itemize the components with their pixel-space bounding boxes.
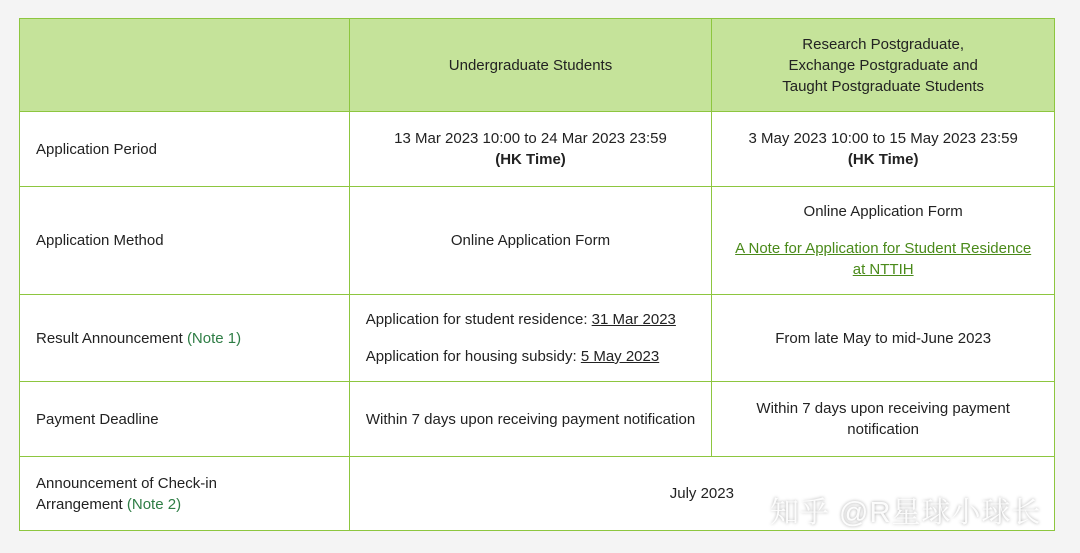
checkin-label-line-1: Announcement of Check-in [36, 474, 217, 492]
label-application-period: Application Period [20, 112, 350, 187]
ug-period-timezone: (HK Time) [495, 151, 566, 168]
ug-residence-prefix: Application for student residence: [365, 311, 592, 328]
pg-application-method [712, 187, 1055, 295]
label-payment-deadline: Payment Deadline [20, 382, 350, 457]
checkin-value: July 2023 [349, 457, 1054, 531]
residence-info-table [19, 18, 1055, 531]
pg-period-timezone: (HK Time) [847, 151, 919, 168]
header-row [20, 19, 1055, 112]
result-label-text: Result Announcement [36, 329, 183, 347]
ug-result-announcement [349, 295, 712, 382]
header-empty-cell [20, 19, 350, 112]
ug-application-period [349, 112, 712, 187]
row-application-period [20, 112, 1055, 187]
label-result-announcement [20, 295, 350, 382]
pg-payment-deadline [712, 382, 1055, 457]
ug-subsidy-date-link[interactable]: 5 May 2023 [580, 348, 660, 365]
label-application-method: Application Method [20, 187, 350, 295]
header-undergraduate: Undergraduate Students [349, 19, 712, 112]
header-postgraduate [712, 19, 1055, 112]
ug-subsidy-prefix: Application for housing subsidy: [365, 348, 581, 365]
pg-payment-line-1: Within 7 days upon receiving payment [756, 400, 1010, 417]
note-1-link[interactable]: (Note 1) [186, 329, 242, 347]
header-pg-line-1: Research Postgraduate, [802, 35, 965, 53]
note-for-application-link[interactable]: A Note for Application for Student Residence at NTTIH [735, 240, 1032, 278]
pg-method-text: Online Application Form [803, 203, 963, 220]
pg-application-period [712, 112, 1055, 187]
header-pg-line-3: Taught Postgraduate Students [782, 77, 985, 95]
pg-result-announcement: From late May to mid-June 2023 [712, 295, 1055, 382]
header-pg-line-2: Exchange Postgraduate and [788, 56, 978, 74]
row-result-announcement [20, 295, 1055, 382]
pg-period-text: 3 May 2023 10:00 to 15 May 2023 23:59 [748, 130, 1018, 147]
checkin-label-line-2: Arrangement [36, 495, 123, 513]
ug-application-method: Online Application Form [349, 187, 712, 295]
ug-residence-date-link[interactable]: 31 Mar 2023 [591, 311, 676, 328]
label-checkin-announcement [20, 457, 350, 531]
zhihu-watermark: 知乎 @R星球小球长 [770, 497, 1042, 529]
pg-payment-line-2: notification [847, 421, 920, 438]
row-application-method [20, 187, 1055, 295]
note-2-link[interactable]: (Note 2) [126, 495, 182, 513]
ug-payment-deadline: Within 7 days upon receiving payment notification [349, 382, 712, 457]
row-payment-deadline [20, 382, 1055, 457]
ug-period-text: 13 Mar 2023 10:00 to 24 Mar 2023 23:59 [394, 130, 667, 147]
